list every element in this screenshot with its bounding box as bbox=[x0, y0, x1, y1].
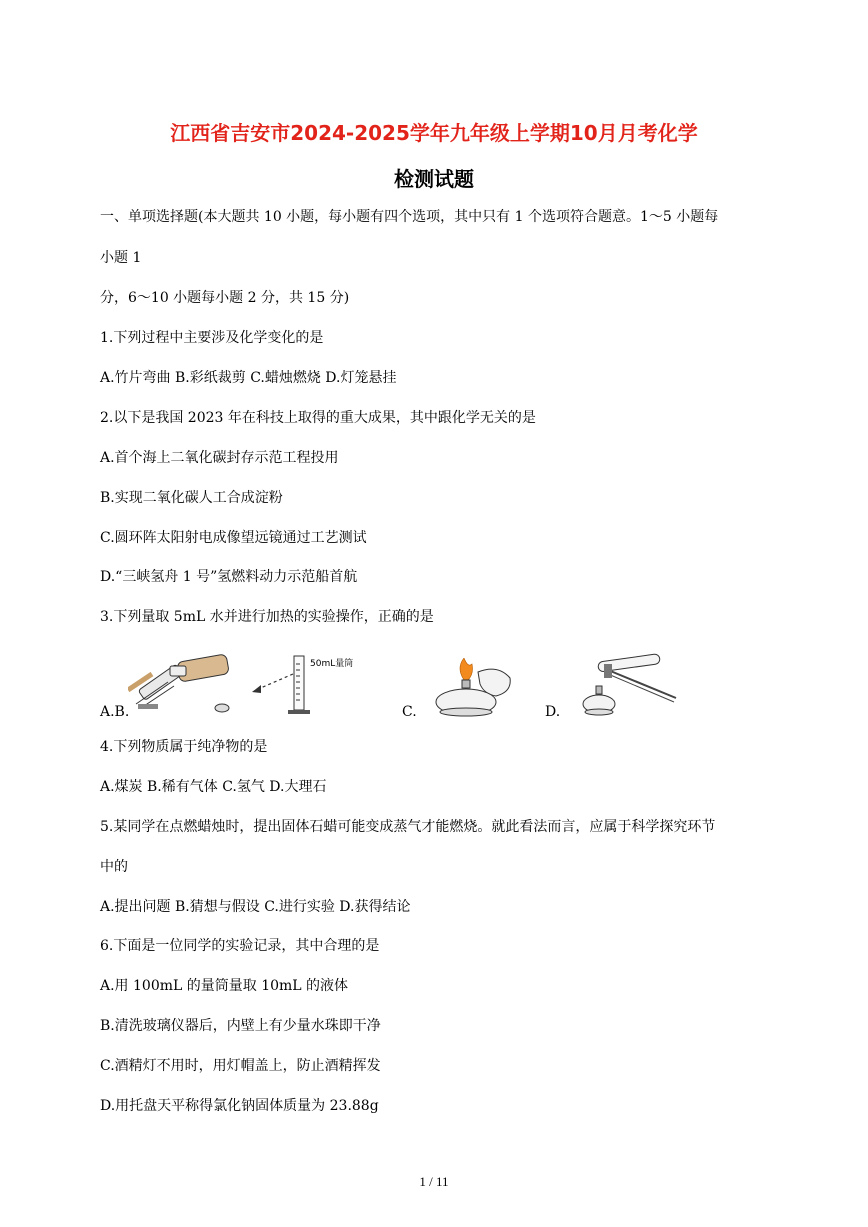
flame-icon bbox=[460, 658, 473, 680]
q6-option-d: D.用托盘天平称得氯化钠固体质量为 23.88g bbox=[100, 1098, 379, 1114]
q2-stem: 2.以下是我国 2023 年在科技上取得的重大成果，其中跟化学无关的是 bbox=[100, 410, 536, 426]
upright-cylinder-icon bbox=[288, 656, 310, 714]
q6-stem: 6.下面是一位同学的实验记录，其中合理的是 bbox=[100, 938, 380, 954]
q2-option-b: B.实现二氧化碳人工合成淀粉 bbox=[100, 490, 283, 506]
q3-label-ab: A.B. bbox=[100, 704, 130, 720]
document-title-line2: 检测试题 bbox=[394, 167, 474, 191]
q6-option-c: C.酒精灯不用时，用灯帽盖上，防止酒精挥发 bbox=[100, 1058, 381, 1074]
stopper-icon bbox=[215, 704, 229, 712]
q6-option-a: A.用 100mL 的量筒量取 10mL 的液体 bbox=[100, 978, 349, 994]
q3-label-c: C. bbox=[402, 704, 417, 720]
q5-stem-line2: 中的 bbox=[100, 859, 128, 875]
hand-bottle-icon bbox=[128, 654, 229, 690]
document-title-line1: 江西省吉安市2024-2025学年九年级上学期10月月考化学 bbox=[170, 121, 698, 145]
alcohol-lamp-icon bbox=[583, 686, 615, 715]
section-intro-line1: 一、单项选择题(本大题共 10 小题，每小题有四个选项，其中只有 1 个选项符合题意。1～5 小题每 bbox=[100, 209, 719, 225]
q5-options: A.提出问题 B.猜想与假设 C.进行实验 D.获得结论 bbox=[100, 899, 411, 915]
alcohol-lamp-flame-illustration bbox=[428, 658, 520, 718]
q4-stem: 4.下列物质属于纯净物的是 bbox=[100, 739, 268, 755]
section-intro-line2: 小题 1 bbox=[100, 250, 142, 266]
cylinder-label: 50mL量筒 bbox=[310, 659, 354, 669]
pouring-liquid-into-cylinder-illustration bbox=[128, 654, 388, 718]
q2-option-a: A.首个海上二氧化碳封存示范工程投用 bbox=[100, 450, 339, 466]
q3-label-d: D. bbox=[545, 704, 561, 720]
test-tube-heating-illustration bbox=[578, 652, 678, 718]
q4-options: A.煤炭 B.稀有气体 C.氢气 D.大理石 bbox=[100, 779, 327, 795]
page-number: 1 / 11 bbox=[419, 1174, 449, 1189]
q5-stem-line1: 5.某同学在点燃蜡烛时，提出固体石蜡可能变成蒸气才能燃烧。就此看法而言，应属于科学探究环节 bbox=[100, 819, 716, 835]
dashed-arrow-icon bbox=[252, 674, 293, 693]
q1-options: A.竹片弯曲 B.彩纸裁剪 C.蜡烛燃烧 D.灯笼悬挂 bbox=[100, 370, 397, 386]
q2-option-c: C.圆环阵太阳射电成像望远镜通过工艺测试 bbox=[100, 530, 367, 546]
q3-stem: 3.下列量取 5mL 水并进行加热的实验操作，正确的是 bbox=[100, 609, 434, 625]
q6-option-b: B.清洗玻璃仪器后，内壁上有少量水珠即干净 bbox=[100, 1018, 381, 1034]
q2-option-d: D.“三峡氢舟 1 号”氢燃料动力示范船首航 bbox=[100, 569, 358, 585]
section-intro-line3: 分，6～10 小题每小题 2 分，共 15 分) bbox=[100, 290, 350, 306]
q1-stem: 1.下列过程中主要涉及化学变化的是 bbox=[100, 330, 324, 346]
